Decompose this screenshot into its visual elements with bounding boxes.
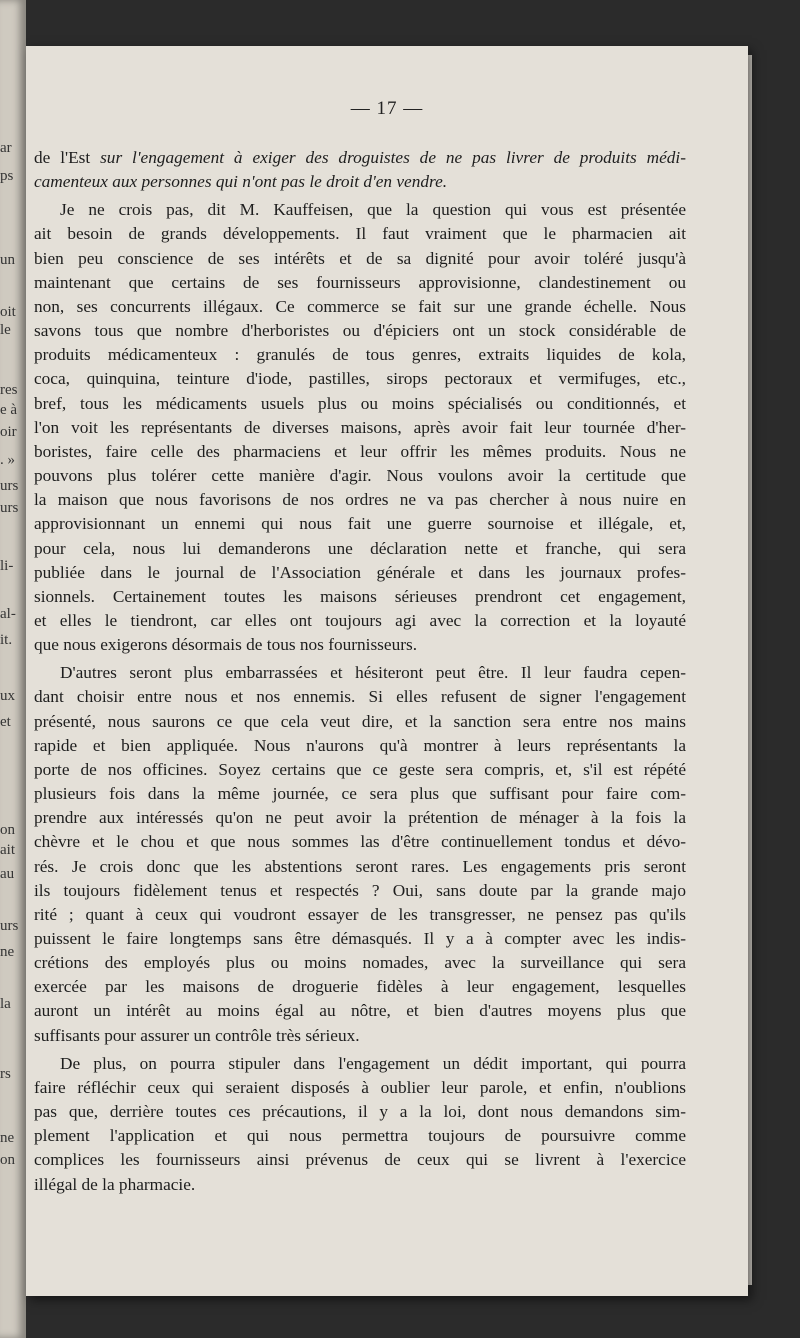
text-run: maintenant que certains de ses fournisseurs approvisionne, clandestinement ou: [34, 272, 686, 292]
text-line: [34, 806, 686, 830]
margin-fragment: on: [0, 822, 15, 838]
text-line: [34, 1148, 686, 1172]
text-line: [34, 271, 686, 295]
text-line: [34, 198, 686, 222]
margin-fragment: la: [0, 996, 11, 1012]
margin-fragment: urs: [0, 500, 19, 516]
text-run: puissent le faire longtemps sans être démasqués. Il y a à compter avec les indis-: [34, 929, 686, 948]
text-line: [34, 247, 686, 271]
text-line: [34, 561, 686, 585]
text-line: [34, 170, 686, 194]
text-line: [34, 710, 686, 734]
text-line: [34, 1100, 686, 1124]
margin-fragment: e à: [0, 402, 18, 418]
text-run: ils toujours fidèlement tenus et respectés ? Oui, sans doute par la grande majo: [34, 880, 686, 900]
text-run: Je ne crois pas, dit M. Kauffeisen, que la question qui vous est présentée: [60, 200, 686, 220]
text-line: [34, 416, 686, 440]
text-line: [34, 1076, 686, 1100]
margin-fragment: ps: [0, 168, 14, 184]
text-line: [34, 758, 686, 782]
italic-text: sur l'engagement à exiger des droguistes de ne pas livrer de produits médi-: [100, 148, 686, 167]
text-run: non, ses concurrents illégaux. Ce commerce se fait sur une grande échelle. Nous: [34, 296, 686, 316]
text-run: présenté, nous saurons ce que cela veut dire, et la sanction sera entre nos mains: [34, 711, 686, 731]
text-run: faire réfléchir ceux qui seraient disposés à oublier leur parole, et enfin, n'oublions: [34, 1077, 686, 1097]
text-run: publiée dans le journal de l'Association générale et dans les journaux profes-: [34, 562, 686, 582]
paragraph: [34, 1052, 686, 1197]
text-line: [34, 464, 686, 488]
margin-fragment: . »: [0, 452, 15, 468]
text-run: pas que, derrière toutes ces précautions, il y a la loi, dont nous demandons sim-: [34, 1102, 686, 1122]
text-line: [34, 343, 686, 367]
text-line: [34, 975, 686, 999]
text-run: bien peu conscience de ses intérêts et de sa dignité pour avoir toléré jusqu'à: [34, 248, 686, 268]
text-run: suffisants pour assurer un contrôle très sérieux.: [34, 1025, 360, 1045]
adjacent-page-margin: [0, 0, 26, 1338]
text-run: rés. Je crois donc que les abstentions seront rares. Les engagements pris seront: [34, 856, 686, 876]
text-line: [34, 146, 686, 170]
margin-fragment: res: [0, 382, 18, 398]
text-run: crétions des employés plus ou moins nomades, avec la surveillance qui sera: [34, 953, 686, 973]
text-run: pouvons plus tolérer cette manière d'agir. Nous voulons avoir la certitude que: [34, 466, 686, 486]
text-run: produits médicamenteux : granulés de tous genres, extraits liquides de kola,: [34, 345, 686, 365]
text-line: [34, 734, 686, 758]
margin-fragment: it.: [0, 632, 13, 648]
margin-fragment: on: [0, 1152, 15, 1168]
text-run: coca, quinquina, teinture d'iode, pastilles, sirops pectoraux et vermifuges, etc.,: [34, 369, 686, 389]
text-run: ait besoin de grands développements. Il faut vraiment que le pharmacien ait: [34, 224, 686, 244]
text-line: [34, 879, 686, 903]
text-run: que nous exigerons désormais de tous nos fournisseurs.: [34, 635, 418, 655]
text-line: [34, 951, 686, 975]
text-line: [34, 999, 686, 1023]
text-run: boristes, faire celle des pharmaciens et leur offrir les mêmes produits. Nous ne: [34, 441, 686, 461]
margin-fragment: oir: [0, 424, 17, 440]
text-run: sionnels. Certainement toutes les maisons sérieuses prendront cet engagement,: [34, 586, 686, 606]
text-run: prendre aux intéressés qu'on ne peut avoir la prétention de ménager à la fois la: [34, 808, 686, 828]
text-line: [34, 319, 686, 343]
text-run: auront un intérêt au moins égal au nôtre, et bien d'autres moyens plus que: [34, 1001, 686, 1021]
text-line: [34, 537, 686, 561]
margin-fragment: au: [0, 866, 15, 882]
text-run: de l'Est: [34, 148, 101, 167]
text-line: [34, 512, 686, 536]
text-line: [34, 1024, 686, 1048]
text-run: De plus, on pourra stipuler dans l'engagement un dédit important, qui pourra: [60, 1053, 686, 1073]
text-run: plement l'application et qui nous permettra toujours de poursuivre comme: [34, 1126, 686, 1146]
text-line: [34, 585, 686, 609]
margin-fragment: ux: [0, 688, 15, 704]
text-line: [34, 830, 686, 854]
text-run: dant choisir entre nous et nos ennemis. Si elles refusent de signer l'engagement: [34, 687, 686, 707]
margin-fragment: al-: [0, 606, 16, 622]
text-line: [34, 903, 686, 927]
text-run: et elles le tiendront, car elles ont toujours agi avec la correction et la loyauté: [34, 610, 686, 630]
text-run: rapide et bien appliquée. Nous n'aurons qu'à montrer à leurs représentants la: [34, 735, 686, 755]
text-line: [34, 295, 686, 319]
text-line: [34, 392, 686, 416]
text-line: [34, 488, 686, 512]
text-run: savons tous que nombre d'herboristes ou d'épiciers ont un stock considérable de: [34, 321, 686, 341]
text-line: [34, 685, 686, 709]
text-line: [34, 782, 686, 806]
text-run: approvisionnant un ennemi qui nous fait une guerre sournoise et illégale, et,: [34, 514, 686, 534]
text-line: [34, 1173, 686, 1197]
margin-fragment: ar: [0, 140, 12, 156]
text-run: porte de nos officines. Soyez certains que ce geste sera compris, et, s'il est répété: [34, 759, 686, 779]
text-run: D'autres seront plus embarrassées et hésiteront peut être. Il leur faudra cepen-: [60, 663, 686, 683]
text-run: illégal de la pharmacie.: [34, 1174, 196, 1194]
text-run: pour cela, nous lui demanderons une déclaration nette et franche, qui sera: [34, 538, 686, 558]
text-line: [34, 1052, 686, 1076]
paragraph: [34, 198, 686, 657]
text-line: [34, 440, 686, 464]
text-line: [34, 609, 686, 633]
margin-fragment: li-: [0, 558, 14, 574]
text-line: [34, 855, 686, 879]
italic-text: camenteux aux personnes qui n'ont pas le droit d'en vendre.: [34, 172, 448, 192]
text-run: complices les fournisseurs ainsi prévenus de ceux qui se livrent à l'exercice: [34, 1150, 686, 1170]
text-line: [34, 222, 686, 246]
text-line: [34, 661, 686, 685]
paragraph: [34, 661, 686, 1048]
text-run: la maison que nous favorisons de nos ordres ne va pas chercher à nous nuire en: [34, 490, 686, 510]
text-run: chèvre et le chou et que nous sommes las d'être continuellement tondus et dévo-: [34, 832, 686, 852]
margin-fragment: et: [0, 714, 11, 730]
margin-fragment: le: [0, 322, 11, 338]
body-text: [34, 146, 686, 1197]
text-run: exercée par les maisons de droguerie fidèles à leur engagement, lesquelles: [34, 977, 686, 997]
margin-fragment: urs: [0, 918, 19, 934]
text-line: [34, 927, 686, 951]
margin-fragment: ne: [0, 1130, 15, 1146]
margin-fragment: urs: [0, 478, 19, 494]
text-run: bref, tous les médicaments usuels plus ou moins spécialisés ou conditionnés, et: [34, 393, 686, 413]
margin-fragment: ne: [0, 944, 15, 960]
paragraph: [34, 146, 686, 194]
text-run: plusieurs fois dans la même journée, ce sera plus que suffisant pour faire com-: [34, 784, 686, 804]
page-number: — 17 —: [350, 98, 424, 119]
text-run: l'on voit les représentants de diverses maisons, après avoir fait leur tournée d'her-: [34, 417, 686, 437]
text-line: [34, 633, 686, 657]
margin-fragment: ait: [0, 842, 15, 858]
margin-fragment: un: [0, 252, 15, 268]
text-run: rité ; quant à ceux qui voudront essayer de les transgresser, ne pensez pas qu'ils: [34, 904, 686, 924]
margin-fragment: oit: [0, 304, 16, 320]
text-line: [34, 367, 686, 391]
text-line: [34, 1124, 686, 1148]
document-page: [26, 46, 748, 1296]
margin-fragment: rs: [0, 1066, 11, 1082]
